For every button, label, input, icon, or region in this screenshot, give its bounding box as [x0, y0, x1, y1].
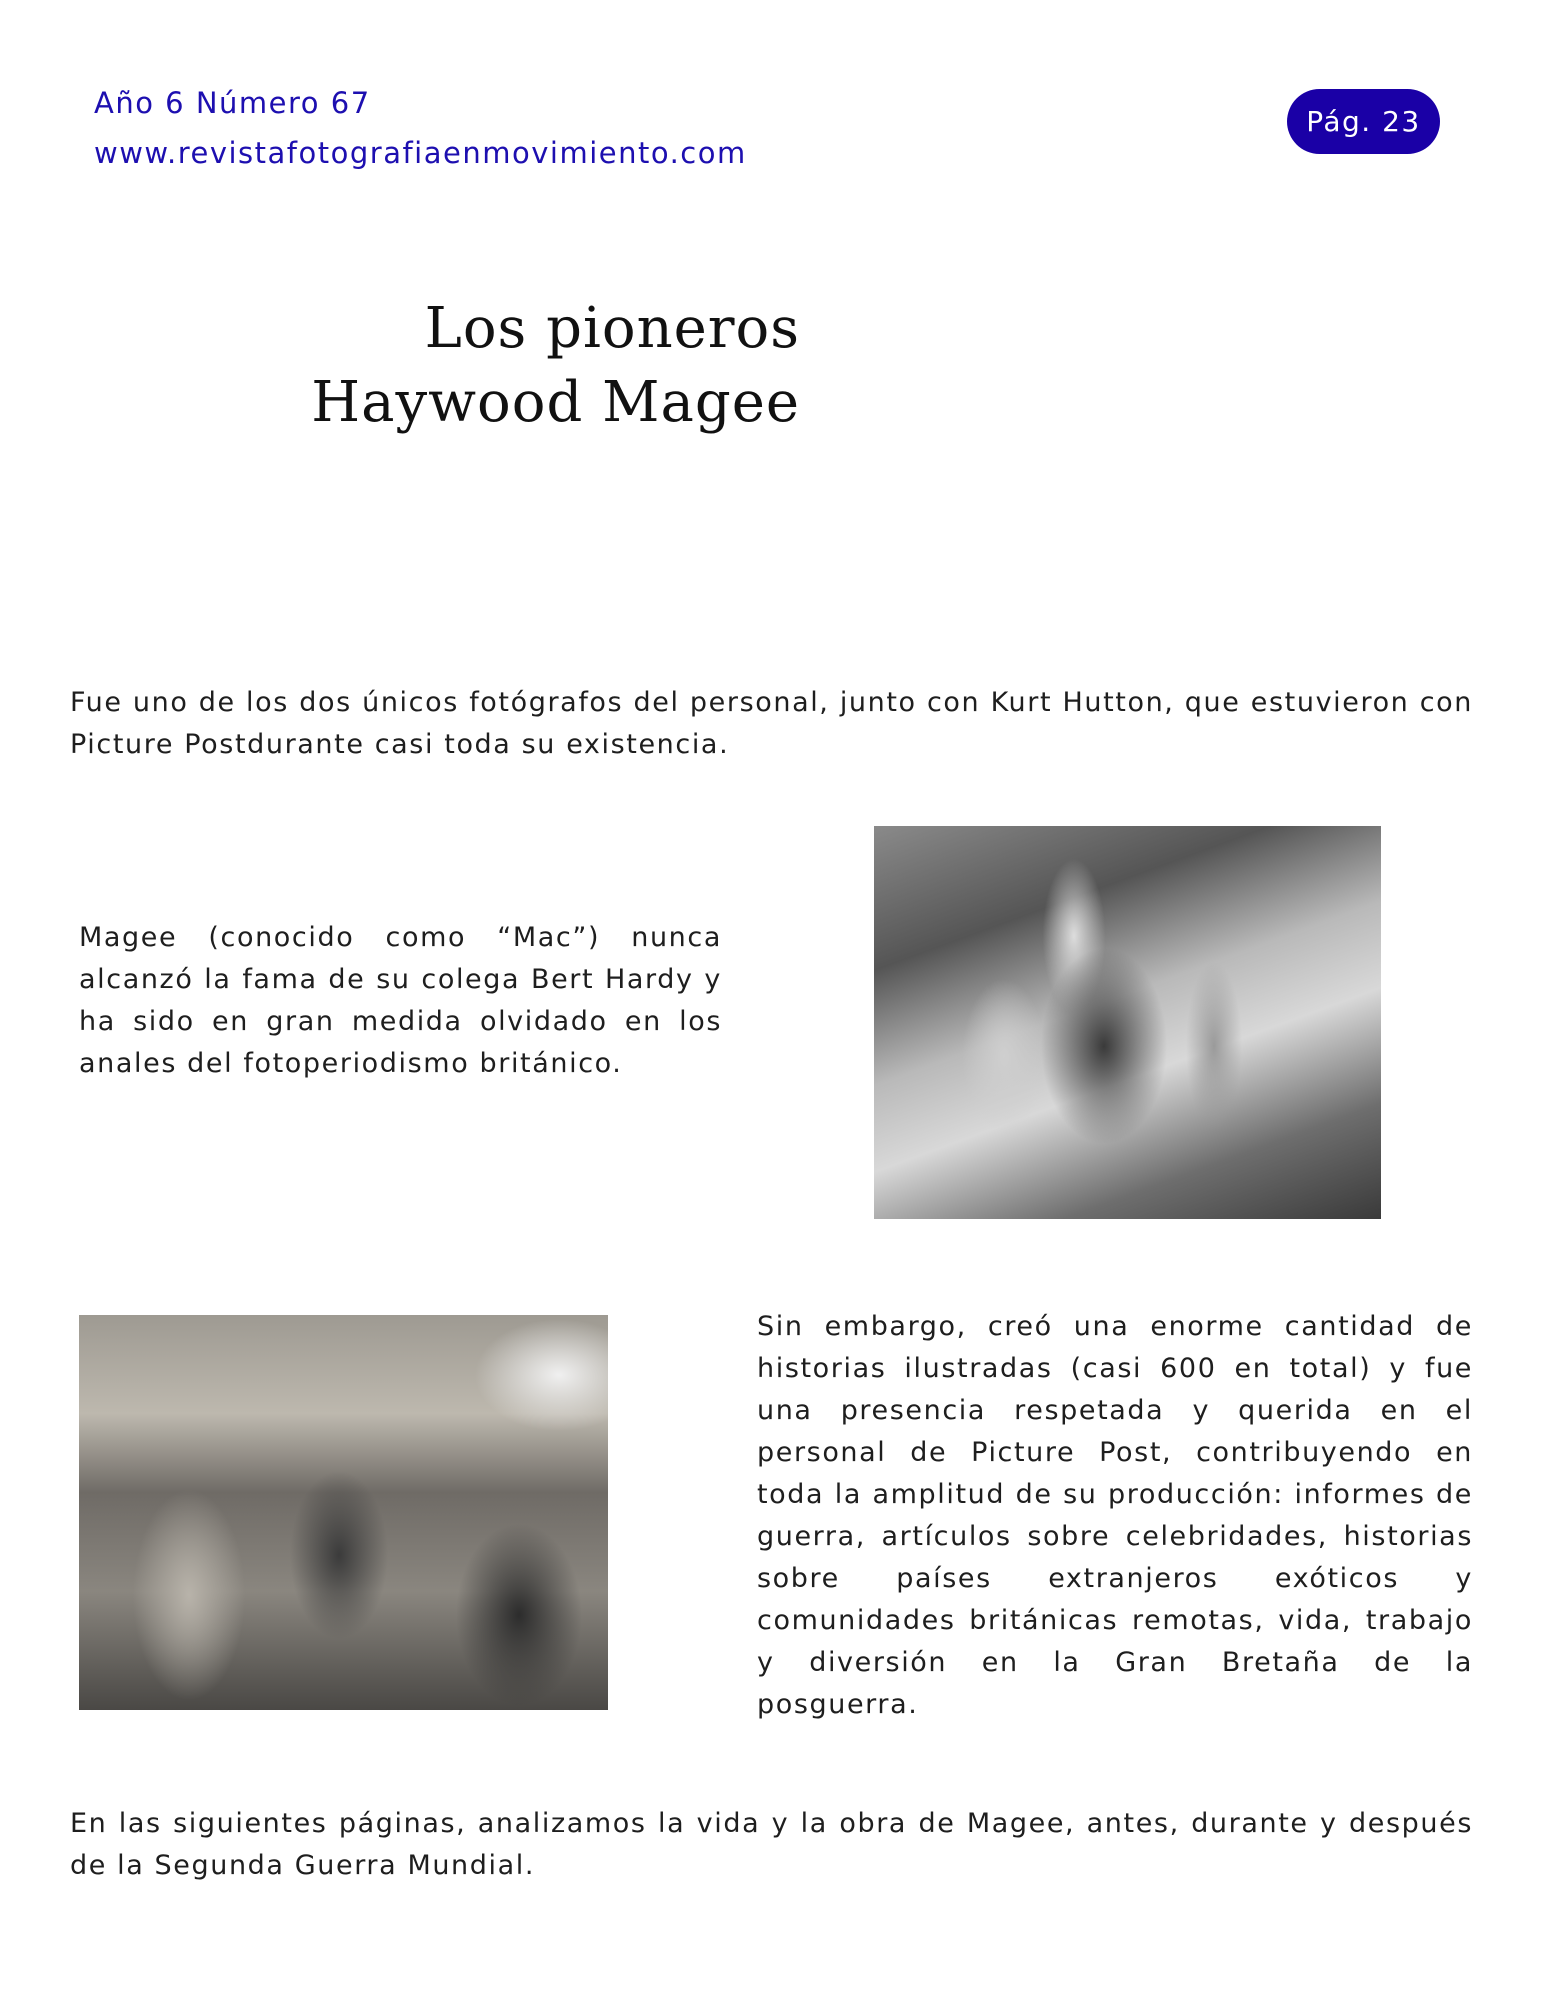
title-line-2: Haywood Magee	[311, 370, 800, 435]
title-line-1: Los pioneros	[424, 296, 800, 361]
stories-paragraph: Sin embargo, creó una enorme cantidad de historias ilustradas (casi 600 en total) y fue una presencia respetada y querida en el personal de Picture Post, contribuyendo en toda la amplitud de su producción: informes de guerra, artículos sobre celebridades, historias sobre países extranjeros exóticos y comunidades británicas remotas, vida, trabajo y diversión en la Gran Bretaña de la posguerra.	[757, 1311, 1473, 1720]
issue-number: Año 6 Número 67	[94, 86, 371, 120]
photo-magee-photographing-soldiers	[79, 1315, 608, 1710]
closing-paragraph: En las siguientes páginas, analizamos la vida y la obra de Magee, antes, durante y después de la Segunda Guerra Mundial.	[70, 1808, 1473, 1881]
mac-paragraph: Magee (conocido como “Mac”) nunca alcanzó la fama de su colega Bert Hardy y ha sido en gran medida olvidado en los anales del fotoperiodismo británico.	[79, 922, 722, 1079]
page-number-badge	[1287, 89, 1440, 154]
intro-paragraph: Fue uno de los dos únicos fotógrafos del personal, junto con Kurt Hutton, que estuvieron con Picture Postdurante casi toda su existencia.	[70, 687, 1473, 760]
photo-magee-with-children	[874, 826, 1381, 1219]
website-link[interactable]: www.revistafotografiaenmovimiento.com	[94, 136, 747, 170]
page-number: Pág. 23	[1306, 105, 1421, 138]
